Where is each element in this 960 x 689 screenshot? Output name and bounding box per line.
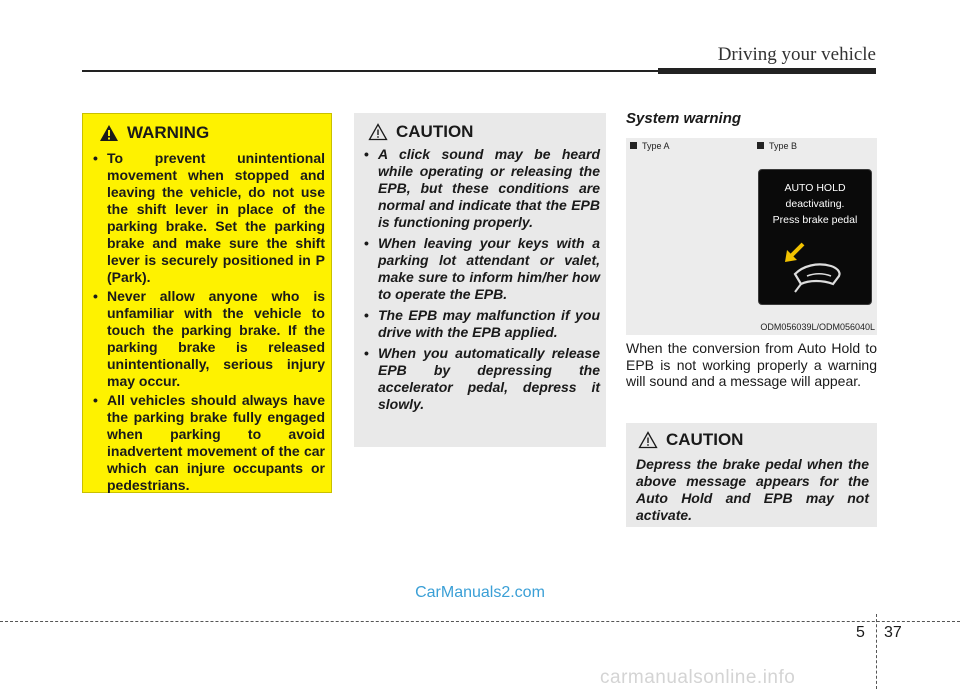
caution-text: Depress the brake pedal when the above message appears for the Auto Hold and EPB may not activate. bbox=[636, 456, 869, 523]
type-b-label: Type B bbox=[757, 141, 797, 151]
header-rule-accent bbox=[658, 68, 876, 74]
warning-item: • Never allow anyone who is unfamiliar with the vehicle to touch the parking brake. If the parking brake is released unintentionally, serious injury may occur. bbox=[93, 288, 325, 390]
section-title: Driving your vehicle bbox=[717, 44, 876, 65]
warning-item: • To prevent unintentional movement when stopped and leaving the vehicle, do not use the shift lever in place of the parking brake. Set the parking brake and make sure the shift lever is securely positioned in P (Park). bbox=[93, 150, 325, 286]
caution-triangle-icon bbox=[368, 123, 388, 141]
square-bullet-icon bbox=[757, 142, 764, 149]
caution-item: • A click sound may be heard while operating or releasing the EPB, but these conditions are normal and indicate that the EPB is functioning properly. bbox=[364, 146, 600, 231]
watermark-link[interactable]: CarManuals2.com bbox=[415, 584, 545, 601]
type-a-label: Type A bbox=[630, 141, 670, 151]
system-warning-figure bbox=[626, 138, 877, 335]
caution-triangle-icon bbox=[638, 431, 658, 449]
press-arrow-icon bbox=[785, 244, 803, 262]
brake-pedal-icon bbox=[773, 236, 861, 296]
warning-triangle-icon bbox=[99, 124, 119, 142]
caution-box bbox=[354, 113, 606, 447]
display-line: AUTO HOLD bbox=[784, 182, 846, 194]
page-number: 37 bbox=[884, 624, 902, 641]
caution-title: CAUTION bbox=[396, 122, 474, 141]
cluster-display bbox=[758, 169, 872, 305]
warning-item: • All vehicles should always have the parking brake fully engaged when parking to avoid inadvertent movement of the car which can injure occupants or pedestrians. bbox=[93, 392, 325, 494]
caution-item: • When leaving your keys with a parking lot attendant or valet, make sure to inform him/her how to operate the EPB. bbox=[364, 235, 600, 303]
caution-box-right bbox=[626, 423, 877, 527]
warning-list bbox=[93, 150, 325, 496]
site-watermark: carmanualsonline.info bbox=[600, 667, 796, 688]
footer-rule bbox=[0, 621, 960, 622]
chapter-number: 5 bbox=[856, 624, 865, 641]
display-line: Press brake pedal bbox=[772, 214, 858, 226]
display-line: deactivating. bbox=[785, 198, 845, 210]
caution-heading bbox=[638, 430, 743, 450]
caution-item: • When you automatically release EPB by depressing the accelerator pedal, depress it slowly. bbox=[364, 345, 600, 413]
warning-heading bbox=[99, 123, 209, 143]
figure-code: ODM056039L/ODM056040L bbox=[760, 322, 875, 332]
caution-item: • The EPB may malfunction if you drive with the EPB applied. bbox=[364, 307, 600, 341]
warning-box bbox=[82, 113, 332, 493]
caution-list bbox=[364, 146, 600, 417]
system-warning-title: System warning bbox=[626, 110, 742, 127]
footer-divider bbox=[876, 614, 877, 689]
system-warning-body: When the conversion from Auto Hold to EPB is not working properly a warning will sound and a message will appear. bbox=[626, 340, 877, 389]
warning-title: WARNING bbox=[127, 123, 210, 142]
caution-heading bbox=[368, 122, 473, 142]
square-bullet-icon bbox=[630, 142, 637, 149]
caution-title: CAUTION bbox=[666, 430, 744, 449]
header-rule bbox=[82, 70, 658, 72]
